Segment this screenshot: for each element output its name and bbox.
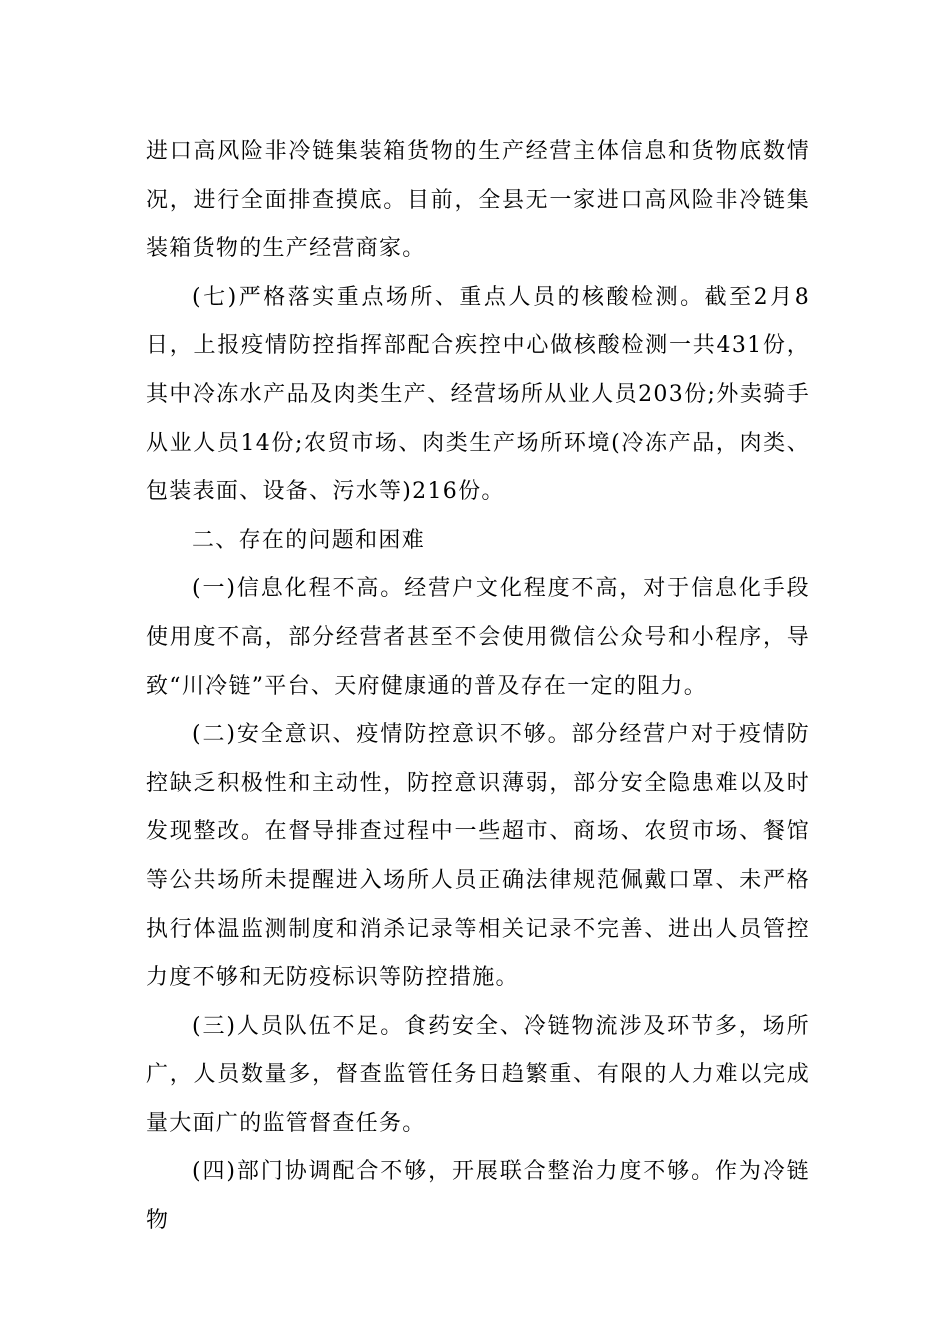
paragraph-safety-awareness: (二)安全意识、疫情防控意识不够。部分经营户对于疫情防控缺乏积极性和主动性，防控意识薄弱，部分安全隐患难以及时发现整改。在督导排查过程中一些超市、商场、农贸市场、餐馆等公共场所未提醒进入场所人员正确法律规范佩戴口罩、未严格执行体温监测制度和消杀记录等相关记录不完善、进出人员管控力度不够和无防疫标识等防控措施。 (146, 722, 810, 991)
paragraph-screening-summary: 进口高风险非冷链集装箱货物的生产经营主体信息和货物底数情况，进行全面排查摸底。目前，全县无一家进口高风险非冷链集装箱货物的生产经营商家。 (146, 139, 810, 262)
paragraph-coordination: (四)部门协调配合不够，开展联合整治力度不够。作为冷链物 (146, 1159, 810, 1234)
paragraph-staffing: (三)人员队伍不足。食药安全、冷链物流涉及环节多，场所广，人员数量多，督查监管任务日趋繁重、有限的人力难以完成量大面广的监管督查任务。 (146, 1013, 810, 1136)
document-page (146, 128, 810, 1246)
section-heading-problems: 二、存在的问题和困难 (192, 527, 426, 553)
paragraph-nucleic-acid-testing: (七)严格落实重点场所、重点人员的核酸检测。截至2月8日，上报疫情防控指挥部配合疾控中心做核酸检测一共431份，其中冷冻水产品及肉类生产、经营场所从业人员203份;外卖骑手从业人员14份;农贸市场、肉类生产场所环境(冷冻产品，肉类、包装表面、设备、污水等)216份。 (146, 284, 810, 505)
paragraph-informatization: (一)信息化程不高。经营户文化程度不高，对于信息化手段使用度不高，部分经营者甚至不会使用微信公众号和小程序，导致“川冷链”平台、天府健康通的普及存在一定的阻力。 (146, 576, 810, 699)
